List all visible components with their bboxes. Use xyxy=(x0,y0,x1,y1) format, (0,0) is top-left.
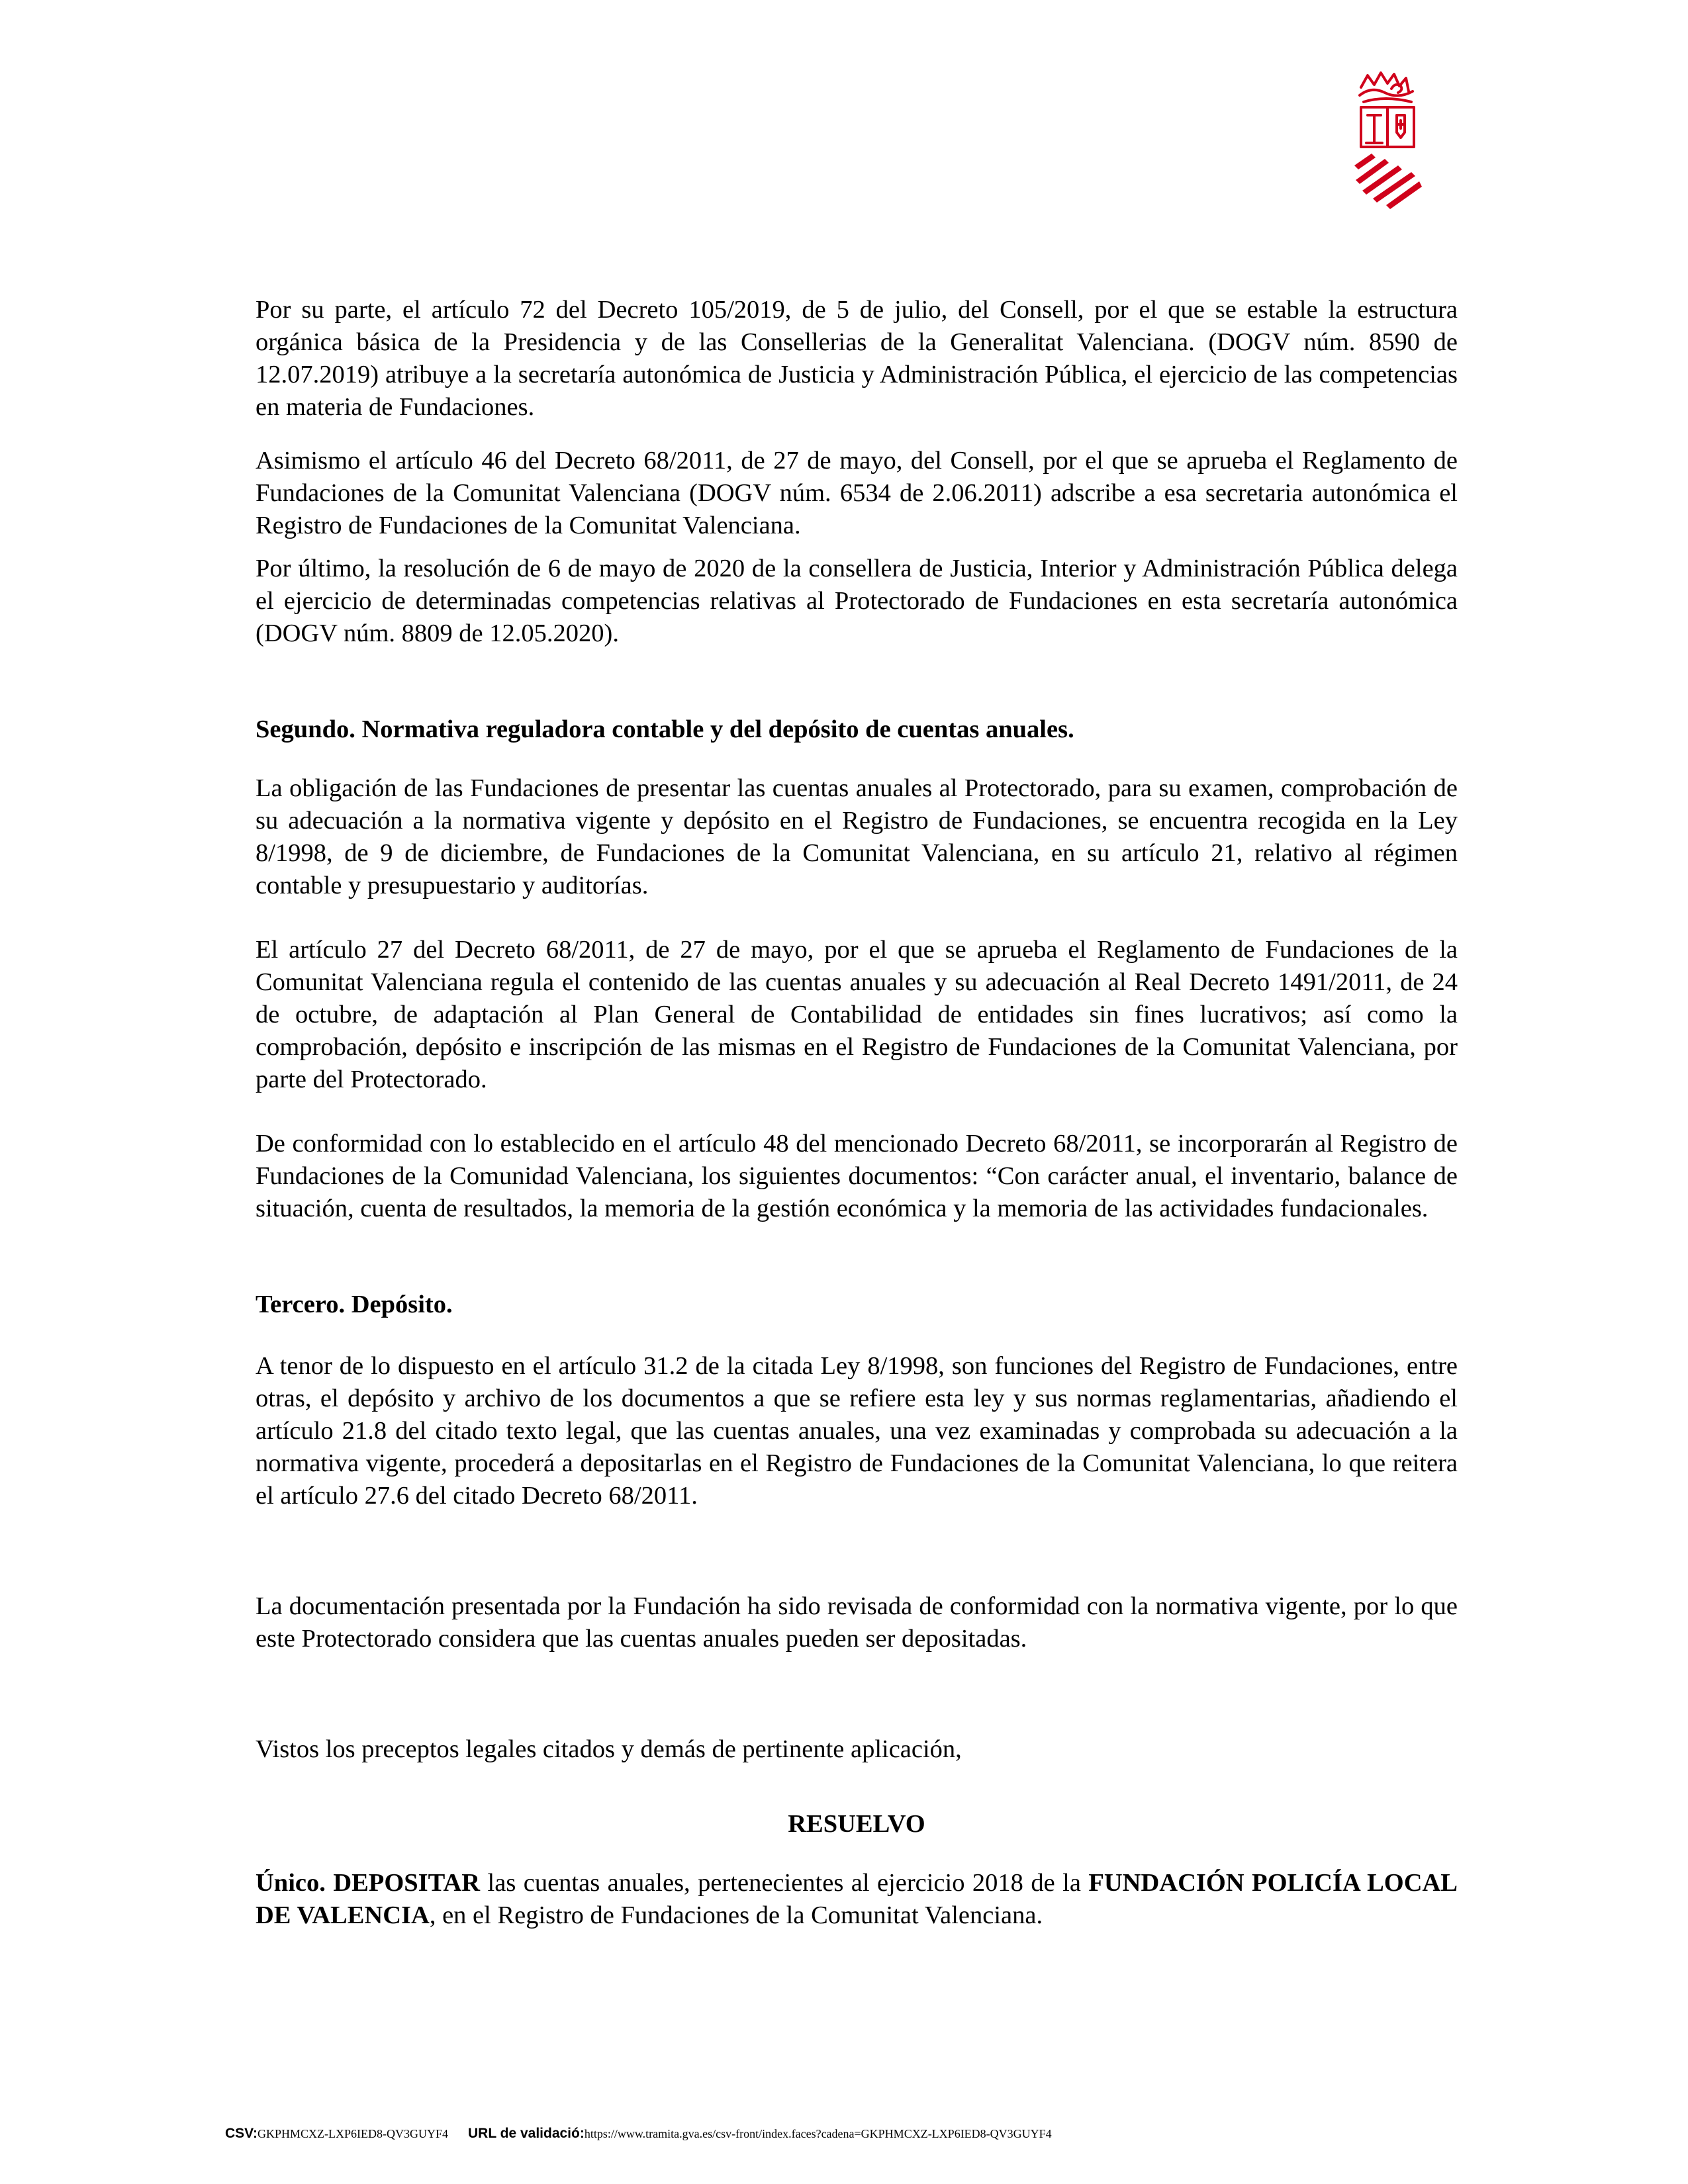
paragraph-competencias: Por su parte, el artículo 72 del Decreto 105/2019, de 5 de julio, del Consell, por el que se estable la estructura orgánica básica de la Presidencia y de las Consellerias de la Generalitat Valenciana. (DOGV núm. 8590 de 12.07.2019) atribuye a la secretaría autonómica de Justicia y Administración Pública, el ejercicio de las competencias en materia de Fundaciones. xyxy=(256,296,1458,421)
resolution-lead: Único. DEPOSITAR xyxy=(256,1869,481,1897)
paragraph-articulo-48: De conformidad con lo establecido en el artículo 48 del mencionado Decreto 68/2011, se incorporarán al Registro de Fundaciones de la Comunidad Valenciana, los siguientes documentos: “Con carácter anual, el inventario, balance de situación, cuenta de resultados, la memoria de la gestión económica y la memoria de las actividades fundacionales. xyxy=(256,1130,1458,1222)
heading-tercero: Tercero. Depósito. xyxy=(256,1291,453,1318)
validation-footer xyxy=(225,2126,1483,2142)
resolution-paragraph xyxy=(256,1867,1458,1932)
resolution-entity: FUNDACIÓN POLICÍA LOCAL DE VALENCIA xyxy=(256,1869,1458,1929)
paragraph-delegacion: Por último, la resolución de 6 de mayo de 2020 de la consellera de Justicia, Interior y Administración Pública delega el ejercicio de determinadas competencias relativas al Protectorado de Fundaciones en esta secretaría autonómica (DOGV núm. 8809 de 12.05.2020). xyxy=(256,555,1458,647)
paragraph-articulo-27: El artículo 27 del Decreto 68/2011, de 27 de mayo, por el que se aprueba el Reglamento de Fundaciones de la Comunitat Valenciana regula el contenido de las cuentas anuales y su adecuación al Real Decreto 1491/2011, de 24 de octubre, de adaptación al Plan General de Contabilidad de entidades sin fines lucrativos; así como la comprobación, depósito e inscripción de las mismas en el Registro de Fundaciones de la Comunitat Valenciana, por parte del Protectorado. xyxy=(256,936,1458,1093)
csv-label: CSV: xyxy=(225,2126,258,2141)
paragraph-registro: Asimismo el artículo 46 del Decreto 68/2011, de 27 de mayo, del Consell, por el que se aprueba el Reglamento de Fundaciones de la Comunitat Valenciana (DOGV núm. 6534 de 2.06.2011) adscribe a esa secretaria autonómica el Registro de Fundaciones de la Comunitat Valenciana. xyxy=(256,447,1458,539)
resolution-tail: , en el Registro de Fundaciones de la Comunitat Valenciana. xyxy=(429,1901,1043,1929)
generalitat-logo xyxy=(1352,69,1423,214)
resuelvo-heading: RESUELVO xyxy=(788,1810,925,1838)
document-body xyxy=(256,294,1458,1932)
url-value[interactable]: https://www.tramita.gva.es/csv-front/index.faces?cadena=GKPHMCXZ-LXP6IED8-QV3GUYF4 xyxy=(584,2127,1052,2140)
paragraph-obligacion: La obligación de las Fundaciones de presentar las cuentas anuales al Protectorado, para su examen, comprobación de su adecuación a la normativa vigente y depósito en el Registro de Fundaciones, se encuentra recogida en la Ley 8/1998, de 9 de diciembre, de Fundaciones de la Comunitat Valenciana, en su artículo 21, relativo al régimen contable y presupuestario y auditorías. xyxy=(256,774,1458,899)
paragraph-vistos: Vistos los preceptos legales citados y demás de pertinente aplicación, xyxy=(256,1735,962,1763)
paragraph-documentacion: La documentación presentada por la Fundación ha sido revisada de conformidad con la normativa vigente, por lo que este Protectorado considera que las cuentas anuales pueden ser depositadas. xyxy=(256,1592,1458,1653)
url-label: URL de validació: xyxy=(468,2126,585,2141)
resolution-middle: las cuentas anuales, pertenecientes al ejercicio 2018 de la xyxy=(480,1869,1089,1897)
paragraph-deposito: A tenor de lo dispuesto en el artículo 31.2 de la citada Ley 8/1998, son funciones del Registro de Fundaciones, entre otras, el depósito y archivo de los documentos a que se refiere esta ley y sus normas reglamentarias, añadiendo el artículo 21.8 del citado texto legal, que las cuentas anuales, una vez examinadas y comprobada su adecuación a la normativa vigente, procederá a depositarlas en el Registro de Fundaciones de la Comunitat Valenciana, lo que reitera el artículo 27.6 del citado Decreto 68/2011. xyxy=(256,1352,1458,1510)
heading-segundo: Segundo. Normativa reguladora contable y del depósito de cuentas anuales. xyxy=(256,715,1074,743)
csv-value: GKPHMCXZ-LXP6IED8-QV3GUYF4 xyxy=(258,2127,449,2140)
